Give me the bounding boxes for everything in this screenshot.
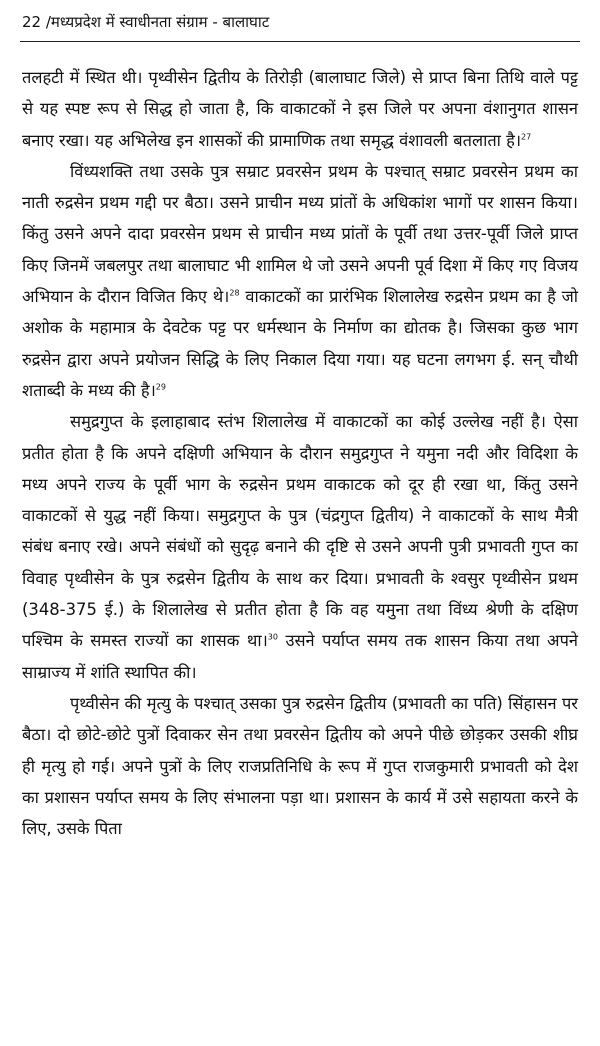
paragraph-text: समुद्रगुप्त के इलाहाबाद स्तंभ शिलालेख में वाकाटकों का कोई उल्लेख नहीं है। ऐसा प्रतीत होता है कि अपने दक्षिणी अभियान के दौरान समुद्रगुप्त ने यमुना नदी और विदिशा के मध्य अपने राज्य के पूर्वी भाग के रुद्रसेन प्रथम वाकाटक को दूर ही रखा था, किंतु उसने वाकाटकों से युद्ध नहीं किया। समुद्रगुप्त के पुत्र (चंद्रगुप्त द्वितीय) ने वाकाटकों के साथ मैत्री संबंध बनाए रखे। अपने संबंधों को सुदृढ़ बनाने की दृष्टि से उसने अपनी पुत्री प्रभावती गुप्त का विवाह पृथ्वीसेन के पुत्र रुद्रसेन द्वितीय के साथ कर दिया। प्रभावती के श्वसुर पृथ्वीसेन प्रथम (348-375 ई.) के शिलालेख से प्रतीत होता है कि वह यमुना तथा विंध्य श्रेणी के दक्षिण पश्चिम के समस्त राज्यों का शासक था। — [22, 412, 578, 651]
paragraph-text: विंध्यशक्ति तथा उसके पुत्र सम्राट प्रवरसेन प्रथम के पश्चात् सम्राट प्रवरसेन प्रथम का नाती रुद्रसेन प्रथम गद्दी पर बैठा। उसने प्राचीन मध्य प्रांतों के अधिकांश भागों पर शासन किया। किंतु उसने अपने दादा प्रवरसेन प्रथम से प्राचीन मध्य प्रांतों के पूर्वी तथा उत्तर-पूर्वी जिले प्राप्त किए जिनमें जबलपुर तथा बालाघाट भी शामिल थे जो उसने अपनी पूर्व दिशा में किए गए विजय अभियान के दौरान विजित किए थे। — [22, 161, 578, 307]
paragraph-4 — [22, 688, 578, 844]
paragraph-text: वाकाटकों का प्रारंभिक शिलालेख रुद्रसेन प्रथम का है जो अशोक के महामात्र के देवटेक पट्ट पर धर्मस्थान के निर्माण का द्योतक है। जिसका कुछ भाग रुद्रसेन द्वारा अपने प्रयोजन सिद्धि के लिए निकाल दिया गया। यह घटना लगभग ई. सन् चौथी शताब्दी के मध्य की है। — [22, 287, 579, 400]
paragraph-text: तलहटी में स्थित थी। पृथ्वीसेन द्वितीय के तिरोड़ी (बालाघाट जिले) से प्राप्त बिना तिथि वाले पट्ट से यह स्पष्ट रूप से सिद्ध हो जाता है, कि वाकाटकों ने इस जिले पर अपना वंशानुगत शासन बनाए रखा। यह अभिलेख इन शासकों की प्रामाणिक तथा समृद्ध वंशावली बतलाता है। — [22, 68, 578, 150]
running-title: /मध्यप्रदेश में स्वाधीनता संग्राम - बालाघाट — [45, 13, 270, 31]
paragraph-1 — [22, 62, 578, 156]
footnote-ref-29[interactable]: 29 — [155, 382, 166, 392]
page-body — [22, 62, 578, 844]
paragraph-text: पृथ्वीसेन की मृत्यु के पश्चात् उसका पुत्र रुद्रसेन द्वितीय (प्रभावती का पति) सिंहासन पर बैठा। दो छोटे-छोटे पुत्रों दिवाकर सेन तथा प्रवरसेन द्वितीय को अपने पीछे छोड़कर उसकी शीघ्र ही मृत्यु हो गई। अपने पुत्रों के लिए राजप्रतिनिधि के रूप में गुप्त राजकुमारी प्रभावती को देश का प्रशासन पर्याप्त समय के लिए संभालना पड़ा था। प्रशासन के कार्य में उसे सहायता करने के लिए, उसके पिता — [22, 693, 578, 839]
page-number: 22 — [22, 13, 42, 31]
footnote-ref-28[interactable]: 28 — [229, 288, 240, 298]
header-divider — [20, 41, 580, 42]
footnote-ref-30[interactable]: 30 — [267, 632, 278, 642]
paragraph-text: उसने पर्याप्त समय तक शासन किया तथा अपने साम्राज्य में शांति स्थापित की। — [22, 631, 578, 682]
footnote-ref-27[interactable]: 27 — [521, 132, 532, 142]
running-head — [22, 12, 269, 32]
paragraph-3 — [22, 406, 578, 688]
paragraph-2 — [22, 156, 578, 406]
